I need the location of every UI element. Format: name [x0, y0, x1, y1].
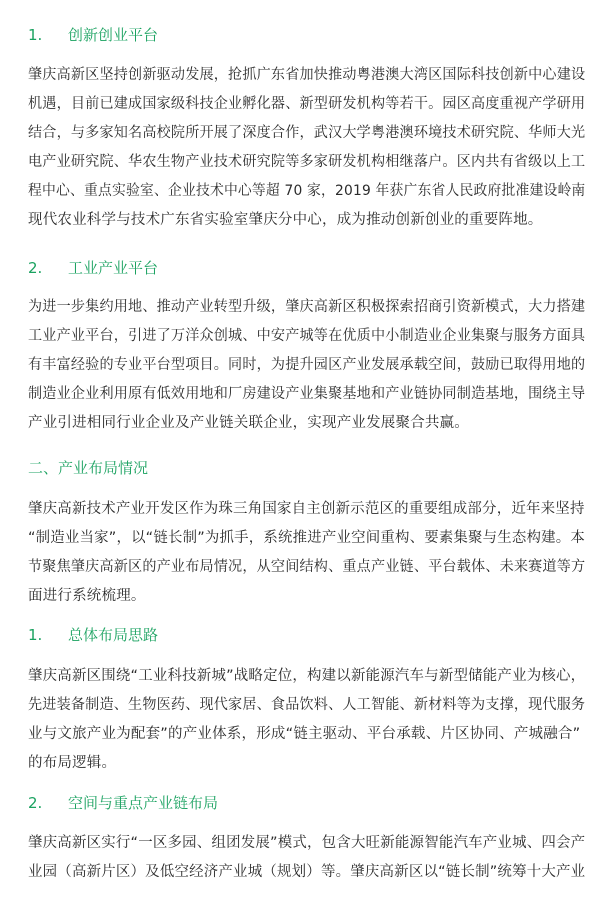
heading-text: 创新创业平台 [68, 26, 159, 44]
paragraph-line: 面进行系统梳理。 [28, 588, 146, 604]
section-heading-industrial-platform [28, 259, 158, 277]
paragraph-innovation-platform [28, 61, 585, 235]
paragraph-line: 业与文旅产业为配套”的产业体系，形成“链主驱动、平台承载、片区协同、产城融合” [28, 726, 581, 742]
paragraph-line: 工业产业平台，引进了万洋众创城、中安产城等在优质中小制造业企业集聚与服务方面具 [28, 328, 586, 344]
paragraph-industry-layout-intro [28, 495, 585, 611]
paragraph-line: 产业引进相同行业企业及产业链关联企业，实现产业发展聚合共赢。 [28, 415, 469, 431]
paragraph-line: 有丰富经验的专业平台型项目。同时，为提升园区产业发展承载空间，鼓励已取得用地的 [28, 357, 586, 373]
paragraph-line: 为进一步集约用地、推动产业转型升级，肇庆高新区积极探索招商引资新模式，大力搭建 [28, 299, 586, 315]
paragraph-overall-layout [28, 662, 585, 778]
paragraph-line: 程中心、重点实验室、企业技术中心等超 70 家，2019 年获广东省人民政府批准建设岭南 [28, 183, 586, 199]
heading-number: 1. [28, 626, 43, 644]
paragraph-spatial-chain-layout [28, 829, 585, 887]
paragraph-line: 结合，与多家知名高校院所开展了深度合作，武汉大学粤港澳环境技术研究院、华师大光 [28, 125, 586, 141]
chapter-heading-industry-layout [28, 459, 148, 477]
paragraph-line: 肇庆高新区坚持创新驱动发展，抢抓广东省加快推动粤港澳大湾区国际科技创新中心建设 [28, 67, 586, 83]
heading-text: 二、产业布局情况 [28, 459, 149, 477]
section-heading-spatial-chain-layout [28, 794, 218, 812]
paragraph-line: 肇庆高新区实行“一区多园、组团发展”模式，包含大旺新能源智能汽车产业城、四会产 [28, 835, 586, 851]
paragraph-line: 电产业研究院、华农生物产业技术研究院等多家研发机构相继落户。区内共有省级以上工 [28, 154, 586, 170]
heading-number: 2. [28, 259, 43, 277]
heading-text: 总体布局思路 [68, 626, 159, 644]
paragraph-line: 肇庆高新技术产业开发区作为珠三角国家自主创新示范区的重要组成部分，近年来坚持 [28, 501, 585, 517]
paragraph-line: 业园（高新片区）及低空经济产业城（规划）等。肇庆高新区以“链长制”统筹十大产业 [28, 864, 586, 880]
section-heading-innovation-platform [28, 26, 158, 44]
heading-text: 工业产业平台 [68, 259, 159, 277]
paragraph-line: 先进装备制造、生物医药、现代家居、食品饮料、人工智能、新材料等为支撑，现代服务 [28, 697, 586, 713]
heading-number: 1. [28, 26, 43, 44]
paragraph-industrial-platform [28, 293, 585, 438]
paragraph-line: 肇庆高新区围绕“工业科技新城”战略定位，构建以新能源汽车与新型储能产业为核心， [28, 668, 586, 684]
section-heading-overall-layout [28, 626, 158, 644]
paragraph-line: 的布局逻辑。 [28, 755, 117, 771]
paragraph-line: “制造业当家”，以“链长制”为抓手，系统推进产业空间重构、要素集聚与生态构建。本 [28, 530, 586, 546]
paragraph-line: 现代农业科学与技术广东省实验室肇庆分中心，成为推动创新创业的重要阵地。 [28, 212, 543, 228]
paragraph-line: 节聚焦肇庆高新区的产业布局情况，从空间结构、重点产业链、平台载体、未来赛道等方 [28, 559, 586, 575]
paragraph-line: 制造业企业利用原有低效用地和厂房建设产业集聚基地和产业链协同制造基地，围绕主导 [28, 386, 586, 402]
heading-text: 空间与重点产业链布局 [68, 794, 219, 812]
heading-number: 2. [28, 794, 43, 812]
paragraph-line: 机遇，目前已建成国家级科技企业孵化器、新型研发机构等若干。园区高度重视产学研用 [28, 96, 586, 112]
